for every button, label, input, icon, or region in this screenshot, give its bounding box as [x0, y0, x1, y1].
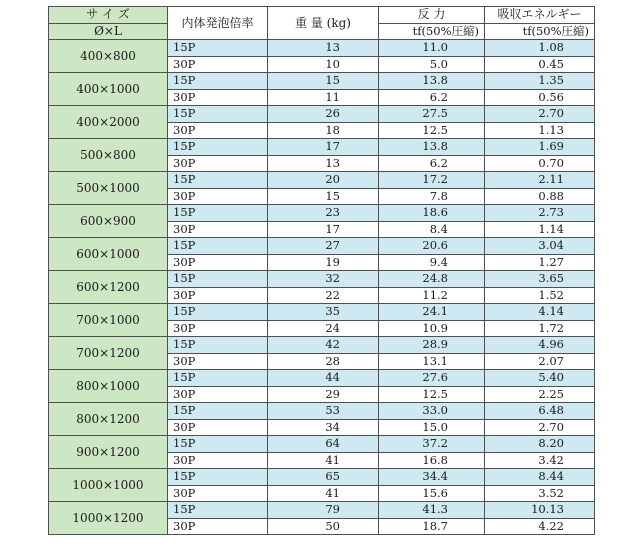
foam-ratio-cell: 30P [168, 320, 268, 337]
weight-cell: 79 [268, 502, 379, 519]
size-cell: 400×1000 [49, 73, 168, 106]
header-reaction: 反 力 [379, 7, 485, 24]
table-row [49, 238, 595, 255]
reaction-force-cell: 18.6 [379, 205, 485, 222]
table-row [49, 205, 595, 222]
weight-cell: 64 [268, 436, 379, 453]
absorbed-energy-cell: 4.14 [485, 304, 595, 321]
table-row [49, 40, 595, 57]
foam-ratio-cell: 15P [168, 139, 268, 156]
size-cell: 500×800 [49, 139, 168, 172]
header-weight: 重 量 (kg) [268, 7, 379, 40]
reaction-force-cell: 13.8 [379, 73, 485, 90]
size-cell: 1000×1000 [49, 469, 168, 502]
foam-ratio-cell: 15P [168, 502, 268, 519]
absorbed-energy-cell: 2.25 [485, 386, 595, 403]
table-row [49, 139, 595, 156]
weight-cell: 10 [268, 56, 379, 73]
size-cell: 800×1200 [49, 403, 168, 436]
size-cell: 400×800 [49, 40, 168, 73]
absorbed-energy-cell: 0.45 [485, 56, 595, 73]
weight-cell: 17 [268, 221, 379, 238]
reaction-force-cell: 5.0 [379, 56, 485, 73]
table-row [49, 271, 595, 288]
size-cell: 400×2000 [49, 106, 168, 139]
reaction-force-cell: 11.2 [379, 287, 485, 304]
absorbed-energy-cell: 2.70 [485, 419, 595, 436]
foam-ratio-cell: 15P [168, 436, 268, 453]
reaction-force-cell: 15.6 [379, 485, 485, 502]
foam-ratio-cell: 15P [168, 73, 268, 90]
absorbed-energy-cell: 1.14 [485, 221, 595, 238]
absorbed-energy-cell: 2.11 [485, 172, 595, 189]
size-cell: 600×1000 [49, 238, 168, 271]
absorbed-energy-cell: 3.42 [485, 452, 595, 469]
reaction-force-cell: 8.4 [379, 221, 485, 238]
weight-cell: 13 [268, 155, 379, 172]
absorbed-energy-cell: 4.96 [485, 337, 595, 354]
table-row [49, 403, 595, 420]
size-cell: 800×1000 [49, 370, 168, 403]
weight-cell: 35 [268, 304, 379, 321]
weight-cell: 44 [268, 370, 379, 387]
reaction-force-cell: 13.8 [379, 139, 485, 156]
size-cell: 700×1200 [49, 337, 168, 370]
absorbed-energy-cell: 2.07 [485, 353, 595, 370]
foam-ratio-cell: 30P [168, 485, 268, 502]
foam-ratio-cell: 15P [168, 271, 268, 288]
header-energy-unit: tf(50%圧縮) [485, 23, 595, 40]
absorbed-energy-cell: 4.22 [485, 518, 595, 535]
foam-ratio-cell: 30P [168, 221, 268, 238]
reaction-force-cell: 24.8 [379, 271, 485, 288]
reaction-force-cell: 15.0 [379, 419, 485, 436]
foam-ratio-cell: 15P [168, 370, 268, 387]
weight-cell: 32 [268, 271, 379, 288]
absorbed-energy-cell: 3.52 [485, 485, 595, 502]
size-cell: 900×1200 [49, 436, 168, 469]
size-cell: 1000×1200 [49, 502, 168, 535]
reaction-force-cell: 27.5 [379, 106, 485, 123]
absorbed-energy-cell: 1.08 [485, 40, 595, 57]
foam-ratio-cell: 30P [168, 188, 268, 205]
table-body [49, 7, 595, 535]
reaction-force-cell: 6.2 [379, 89, 485, 106]
absorbed-energy-cell: 1.13 [485, 122, 595, 139]
absorbed-energy-cell: 3.65 [485, 271, 595, 288]
weight-cell: 11 [268, 89, 379, 106]
fender-spec-table [48, 6, 595, 535]
foam-ratio-cell: 30P [168, 122, 268, 139]
table-row [49, 73, 595, 90]
weight-cell: 53 [268, 403, 379, 420]
foam-ratio-cell: 30P [168, 254, 268, 271]
table-row [49, 502, 595, 519]
foam-ratio-cell: 30P [168, 419, 268, 436]
foam-ratio-cell: 15P [168, 304, 268, 321]
weight-cell: 15 [268, 73, 379, 90]
header-energy: 吸収エネルギー [485, 7, 595, 24]
reaction-force-cell: 12.5 [379, 386, 485, 403]
absorbed-energy-cell: 3.04 [485, 238, 595, 255]
absorbed-energy-cell: 0.70 [485, 155, 595, 172]
absorbed-energy-cell: 1.52 [485, 287, 595, 304]
reaction-force-cell: 13.1 [379, 353, 485, 370]
size-cell: 700×1000 [49, 304, 168, 337]
reaction-force-cell: 17.2 [379, 172, 485, 189]
reaction-force-cell: 34.4 [379, 469, 485, 486]
reaction-force-cell: 7.8 [379, 188, 485, 205]
weight-cell: 42 [268, 337, 379, 354]
foam-ratio-cell: 30P [168, 89, 268, 106]
table-row [49, 106, 595, 123]
foam-ratio-cell: 30P [168, 353, 268, 370]
table-row [49, 304, 595, 321]
reaction-force-cell: 27.6 [379, 370, 485, 387]
absorbed-energy-cell: 8.44 [485, 469, 595, 486]
absorbed-energy-cell: 2.73 [485, 205, 595, 222]
weight-cell: 28 [268, 353, 379, 370]
reaction-force-cell: 10.9 [379, 320, 485, 337]
foam-ratio-cell: 30P [168, 155, 268, 172]
weight-cell: 22 [268, 287, 379, 304]
weight-cell: 20 [268, 172, 379, 189]
reaction-force-cell: 33.0 [379, 403, 485, 420]
header-size-label: サ イ ズ [49, 7, 168, 24]
weight-cell: 41 [268, 452, 379, 469]
absorbed-energy-cell: 2.70 [485, 106, 595, 123]
weight-cell: 17 [268, 139, 379, 156]
foam-ratio-cell: 30P [168, 287, 268, 304]
foam-ratio-cell: 30P [168, 56, 268, 73]
reaction-force-cell: 20.6 [379, 238, 485, 255]
absorbed-energy-cell: 1.27 [485, 254, 595, 271]
table-row [49, 370, 595, 387]
weight-cell: 27 [268, 238, 379, 255]
absorbed-energy-cell: 1.69 [485, 139, 595, 156]
weight-cell: 65 [268, 469, 379, 486]
absorbed-energy-cell: 5.40 [485, 370, 595, 387]
absorbed-energy-cell: 10.13 [485, 502, 595, 519]
reaction-force-cell: 11.0 [379, 40, 485, 57]
table-row [49, 337, 595, 354]
reaction-force-cell: 41.3 [379, 502, 485, 519]
weight-cell: 18 [268, 122, 379, 139]
foam-ratio-cell: 15P [168, 403, 268, 420]
reaction-force-cell: 28.9 [379, 337, 485, 354]
foam-ratio-cell: 30P [168, 452, 268, 469]
reaction-force-cell: 16.8 [379, 452, 485, 469]
header-row-1 [49, 7, 595, 24]
header-reaction-unit: tf(50%圧縮) [379, 23, 485, 40]
absorbed-energy-cell: 0.56 [485, 89, 595, 106]
table-row [49, 469, 595, 486]
weight-cell: 24 [268, 320, 379, 337]
weight-cell: 19 [268, 254, 379, 271]
reaction-force-cell: 37.2 [379, 436, 485, 453]
foam-ratio-cell: 15P [168, 238, 268, 255]
absorbed-energy-cell: 8.20 [485, 436, 595, 453]
header-size-dims: Ø×L [49, 23, 168, 40]
size-cell: 500×1000 [49, 172, 168, 205]
table-row [49, 172, 595, 189]
weight-cell: 15 [268, 188, 379, 205]
foam-ratio-cell: 15P [168, 106, 268, 123]
reaction-force-cell: 24.1 [379, 304, 485, 321]
table-row [49, 436, 595, 453]
header-foam-ratio: 内体発泡倍率 [168, 7, 268, 40]
reaction-force-cell: 9.4 [379, 254, 485, 271]
weight-cell: 23 [268, 205, 379, 222]
foam-ratio-cell: 15P [168, 469, 268, 486]
weight-cell: 29 [268, 386, 379, 403]
weight-cell: 13 [268, 40, 379, 57]
reaction-force-cell: 12.5 [379, 122, 485, 139]
foam-ratio-cell: 15P [168, 172, 268, 189]
reaction-force-cell: 6.2 [379, 155, 485, 172]
absorbed-energy-cell: 6.48 [485, 403, 595, 420]
foam-ratio-cell: 30P [168, 518, 268, 535]
reaction-force-cell: 18.7 [379, 518, 485, 535]
absorbed-energy-cell: 1.72 [485, 320, 595, 337]
weight-cell: 50 [268, 518, 379, 535]
foam-ratio-cell: 15P [168, 40, 268, 57]
size-cell: 600×900 [49, 205, 168, 238]
weight-cell: 41 [268, 485, 379, 502]
size-cell: 600×1200 [49, 271, 168, 304]
absorbed-energy-cell: 0.88 [485, 188, 595, 205]
absorbed-energy-cell: 1.35 [485, 73, 595, 90]
weight-cell: 26 [268, 106, 379, 123]
foam-ratio-cell: 15P [168, 337, 268, 354]
foam-ratio-cell: 15P [168, 205, 268, 222]
weight-cell: 34 [268, 419, 379, 436]
foam-ratio-cell: 30P [168, 386, 268, 403]
